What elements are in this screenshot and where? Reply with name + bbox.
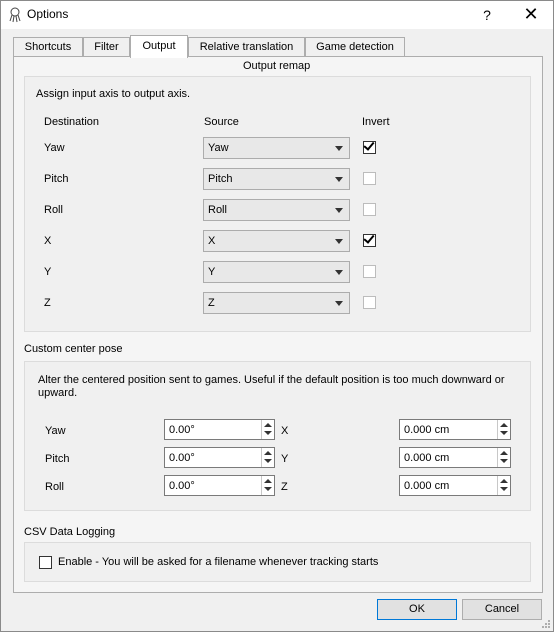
arrow-down-icon (264, 487, 272, 491)
invert-checkbox-roll[interactable] (363, 203, 376, 216)
spinbox-value: 0.00° (169, 452, 195, 464)
destination-label-z: Z (44, 297, 51, 309)
checkmark-icon (363, 232, 374, 244)
source-combo-y[interactable] (203, 261, 350, 283)
y-spinbox[interactable] (399, 447, 511, 468)
output-remap-title: Output remap (243, 60, 311, 72)
pose-label-roll: Roll (45, 481, 64, 493)
resize-grip-icon[interactable] (541, 619, 551, 629)
spin-buttons[interactable] (497, 420, 510, 439)
cancel-button[interactable]: Cancel (462, 599, 542, 620)
title-bar (1, 1, 553, 29)
pose-label-x: X (281, 425, 289, 437)
center-pose-group (24, 361, 531, 511)
arrow-down-icon (500, 459, 508, 463)
csv-enable-checkbox[interactable] (39, 556, 52, 569)
csv-enable-label[interactable]: Enable - You will be asked for a filename whenever tracking starts (58, 556, 379, 568)
invert-checkbox-z[interactable] (363, 296, 376, 309)
chevron-down-icon (335, 208, 343, 213)
invert-checkbox-yaw[interactable] (363, 141, 376, 154)
arrow-down-icon (264, 459, 272, 463)
destination-label-yaw: Yaw (44, 142, 65, 154)
destination-label-x: X (44, 235, 52, 247)
arrow-down-icon (500, 431, 508, 435)
checkmark-icon (363, 139, 374, 151)
spin-buttons[interactable] (261, 476, 274, 495)
destination-label-pitch: Pitch (44, 173, 69, 185)
arrow-up-icon (500, 451, 508, 455)
close-button[interactable]: ✕ (523, 4, 539, 24)
pose-label-yaw: Yaw (45, 425, 66, 437)
spin-buttons[interactable] (497, 476, 510, 495)
chevron-down-icon (335, 239, 343, 244)
arrow-down-icon (264, 431, 272, 435)
csv-logging-group (24, 542, 531, 582)
z-spinbox[interactable] (399, 475, 511, 496)
spinbox-value: 0.00° (169, 424, 195, 436)
invert-checkbox-pitch[interactable] (363, 172, 376, 185)
ok-button[interactable]: OK (377, 599, 457, 620)
arrow-up-icon (264, 423, 272, 427)
invert-checkbox-x[interactable] (363, 234, 376, 247)
tab-relative-translation[interactable]: Relative translation (188, 37, 305, 57)
arrow-up-icon (264, 479, 272, 483)
center-pose-description: Alter the centered position sent to games. Useful if the default position is too much downward or upward. (38, 374, 505, 399)
invert-checkbox-y[interactable] (363, 265, 376, 278)
spinbox-value: 0.00° (169, 480, 195, 492)
yaw-spinbox[interactable] (164, 419, 275, 440)
destination-label-y: Y (44, 266, 52, 278)
source-header: Source (204, 116, 239, 128)
source-value: X (208, 235, 216, 247)
pose-label-y: Y (281, 453, 289, 465)
tab-shortcuts[interactable]: Shortcuts (13, 37, 83, 57)
arrow-up-icon (500, 423, 508, 427)
arrow-up-icon (264, 451, 272, 455)
spin-buttons[interactable] (261, 420, 274, 439)
source-value: Y (208, 266, 216, 278)
roll-spinbox[interactable] (164, 475, 275, 496)
pose-label-pitch: Pitch (45, 453, 70, 465)
window-title: Options (27, 7, 69, 21)
output-remap-group (24, 76, 531, 332)
arrow-up-icon (500, 479, 508, 483)
source-combo-z[interactable] (203, 292, 350, 314)
center-pose-title: Custom center pose (24, 343, 123, 355)
tab-game-detection[interactable]: Game detection (305, 37, 405, 57)
invert-header: Invert (362, 116, 390, 128)
chevron-down-icon (335, 270, 343, 275)
source-value: Yaw (208, 142, 229, 154)
source-combo-x[interactable] (203, 230, 350, 252)
tab-output[interactable]: Output (130, 35, 188, 58)
csv-logging-title: CSV Data Logging (24, 526, 116, 538)
help-button[interactable]: ? (483, 7, 491, 23)
pose-label-z: Z (281, 481, 288, 493)
pitch-spinbox[interactable] (164, 447, 275, 468)
chevron-down-icon (335, 146, 343, 151)
arrow-down-icon (500, 487, 508, 491)
source-value: Pitch (208, 173, 233, 185)
x-spinbox[interactable] (399, 419, 511, 440)
spin-buttons[interactable] (261, 448, 274, 467)
chevron-down-icon (335, 177, 343, 182)
tab-filter[interactable]: Filter (83, 37, 130, 57)
app-octopus-icon (7, 7, 23, 23)
destination-label-roll: Roll (44, 204, 63, 216)
source-value: Z (208, 297, 215, 309)
spin-buttons[interactable] (497, 448, 510, 467)
chevron-down-icon (335, 301, 343, 306)
source-combo-roll[interactable] (203, 199, 350, 221)
output-tab-panel (13, 56, 543, 593)
source-value: Roll (208, 204, 227, 216)
source-combo-pitch[interactable] (203, 168, 350, 190)
output-remap-description: Assign input axis to output axis. (36, 88, 191, 100)
spinbox-value: 0.000 cm (404, 452, 450, 464)
spinbox-value: 0.000 cm (404, 480, 450, 492)
source-combo-yaw[interactable] (203, 137, 350, 159)
spinbox-value: 0.000 cm (404, 424, 450, 436)
destination-header: Destination (44, 116, 100, 128)
